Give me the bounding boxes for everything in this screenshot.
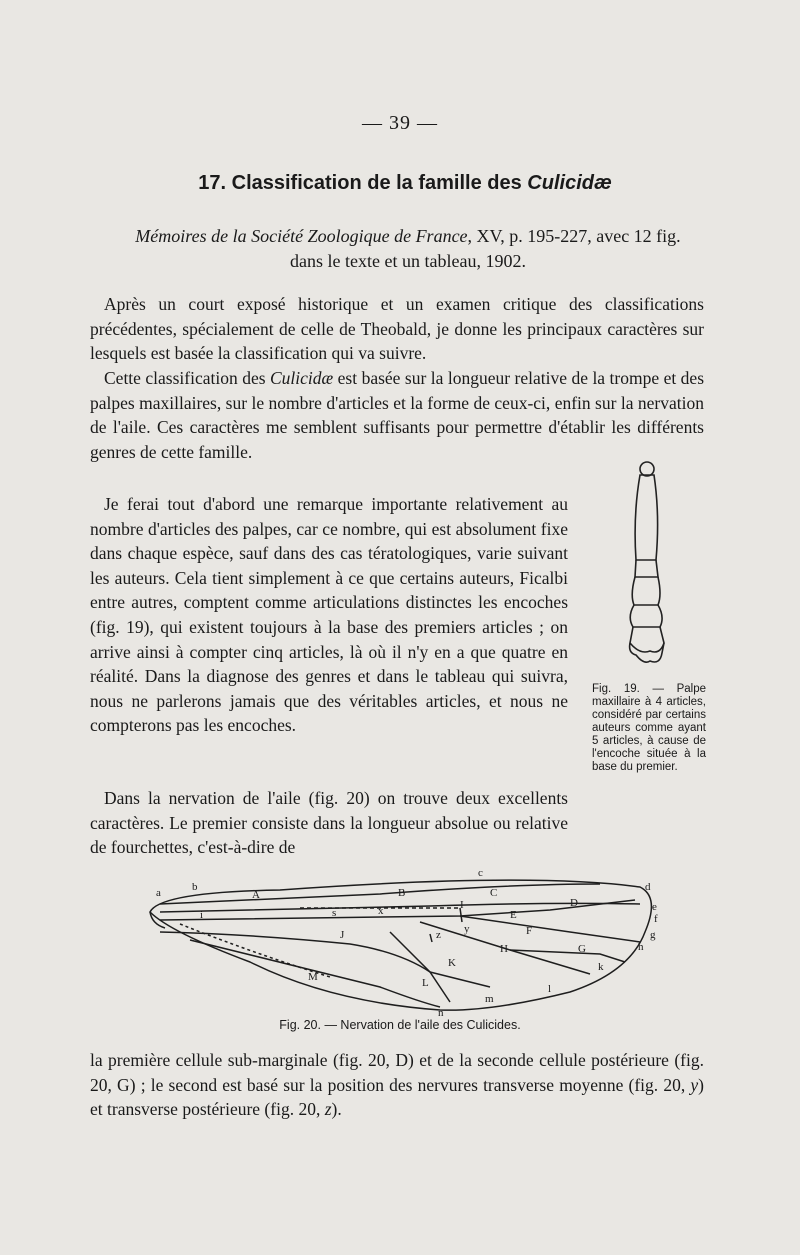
paragraph-2 xyxy=(90,366,704,464)
figure-19-caption: Fig. 19. — Palpe maxillaire à 4 articles, considéré par certains auteurs comme ayant 5 articles, à cause de l'encoche située à la base du premier. xyxy=(592,683,706,773)
wing-label-L: L xyxy=(422,977,429,989)
wing-label-n: n xyxy=(438,1007,444,1019)
wing-label-F: F xyxy=(526,925,533,937)
wing-label-G: G xyxy=(578,943,586,955)
paragraph-3: Je ferai tout d'abord une remarque importante relativement au nombre d'articles des palpes, car ce nombre, qui est absolument fixe dans chaque espèce, sauf dans des cas tératologiques, varie suivant les auteurs. Cela tient simplement à ce que certains auteurs, Ficalbi entre autres, comptent comme articulations distinctes les encoches (fig. 19), qui existent toujours à la base des premiers articles ; on arrive ainsi à compter cinq articles, là où il n'y en a que quatre en réalité. Dans la diagnose des genres et dans le tableau qui suivra, nous ne parlerons jamais que des véritables articles, et nous ne compterons pas les encoches. xyxy=(90,494,568,736)
wing-label-D: D xyxy=(570,897,578,909)
paragraph-4: Dans la nervation de l'aile (fig. 20) on trouve deux excellents caractères. Le premier consiste dans la longueur absolue ou relative de fourchettes, c'est-à-dire de xyxy=(90,788,568,858)
wing-label-M: M xyxy=(308,971,318,983)
p2-rest: est basée sur la longueur relative de la trompe et des palpes maxillaires, sur le nombre d'articles et la forme de ceux-ci, enfin sur la nervation de l'aile. Ces caractères me semblent suffisants pour permettre d'établir les différents genres de cette famille. xyxy=(90,368,704,462)
wing-label-d: d xyxy=(645,881,651,893)
wing-label-a: a xyxy=(156,887,161,899)
figure-20-caption: Fig. 20. — Nervation de l'aile des Culicides. xyxy=(279,1018,521,1032)
p5-a: la première cellule sub-marginale (fig. 20, D) et de la seconde cellule postérieure (fig. 20, G) ; le second est basé sur la position des nervures transverse moyenne (fig. 20, xyxy=(90,1050,704,1095)
heading-number: 17. xyxy=(198,172,227,194)
wing-label-e: e xyxy=(652,901,657,913)
wing-label-E: E xyxy=(510,909,517,921)
p5-b: ) et transverse postérieure (fig. 20, xyxy=(90,1074,704,1120)
p5-z: z xyxy=(324,1099,332,1120)
wing-label-f: f xyxy=(654,913,658,925)
wing-label-b: b xyxy=(192,881,198,893)
heading-text: Classification de la famille des xyxy=(231,172,522,194)
p2-italic: Culicidæ xyxy=(270,368,334,388)
paragraph-1: Après un court exposé historique et un examen critique des classifications précédentes, spécialement de celle de Theobald, je donne les principaux caractères sur lesquels est basée la classification qui va suivre. xyxy=(90,294,704,364)
wing-label-s: s xyxy=(332,907,337,919)
wing-label-i: i xyxy=(200,909,204,921)
wing-label-k: k xyxy=(598,961,604,973)
heading-family: Culicidæ xyxy=(527,172,612,194)
wing-label-C: C xyxy=(490,887,498,899)
reference-line2: dans le texte et un tableau, 1902. xyxy=(290,251,526,271)
paragraph-5 xyxy=(90,1048,704,1122)
reference-journal: Mémoires de la Société Zoologique de France xyxy=(135,226,468,246)
p5-c: ). xyxy=(331,1099,342,1120)
bibliographic-reference xyxy=(108,224,708,274)
wing-label-c: c xyxy=(478,867,483,879)
wing-figure xyxy=(130,862,670,1022)
wing-label-y: y xyxy=(464,923,470,935)
wing-label-h: h xyxy=(638,941,644,953)
wing-label-m: m xyxy=(485,993,494,1005)
wing-label-z: z xyxy=(436,929,441,941)
wing-label-K: K xyxy=(448,957,456,969)
wing-label-x: x xyxy=(378,905,384,917)
p5-y: y xyxy=(690,1074,699,1095)
wing-label-l: l xyxy=(548,983,552,995)
p2-start: Cette classification des xyxy=(104,368,270,388)
page-number: — 39 — xyxy=(362,112,438,134)
wing-label-H: H xyxy=(500,943,508,955)
wing-label-g: g xyxy=(650,929,656,941)
wing-label-I: I xyxy=(460,899,464,911)
palpe-figure xyxy=(600,455,690,680)
wing-label-J: J xyxy=(340,929,345,941)
wing-label-B: B xyxy=(398,887,406,899)
wing-label-A: A xyxy=(252,889,260,901)
reference-details: , XV, p. 195-227, avec 12 fig. xyxy=(467,226,681,246)
section-heading xyxy=(95,172,715,195)
